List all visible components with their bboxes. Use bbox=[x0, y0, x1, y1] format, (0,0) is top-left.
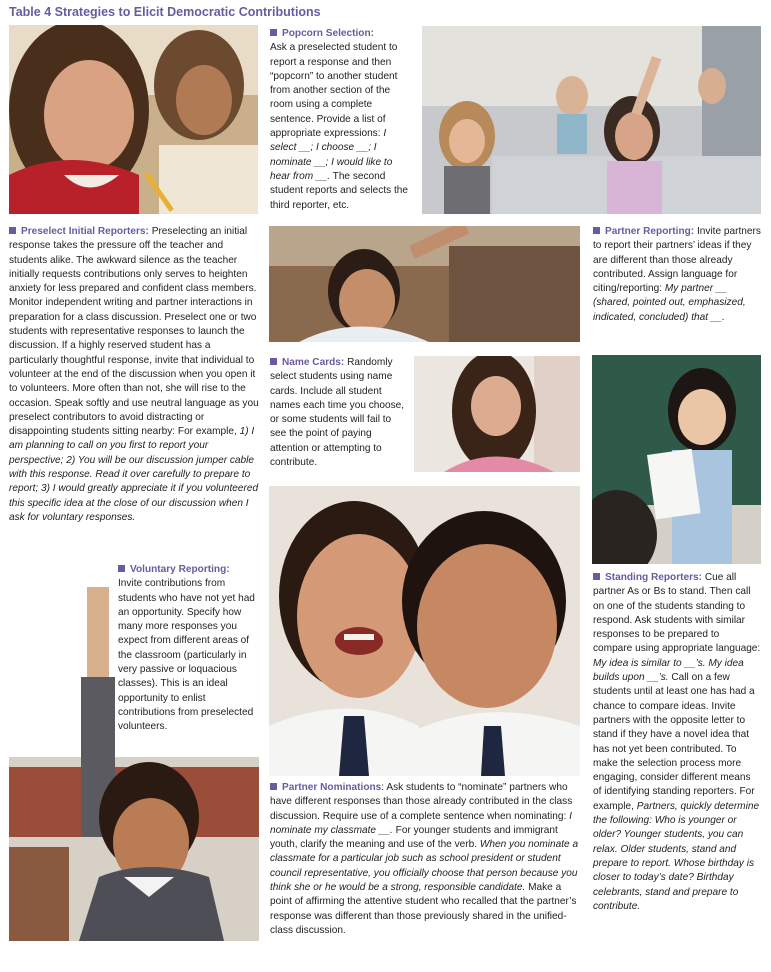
photo-boy-raising-hand bbox=[269, 226, 580, 342]
standing-example-1: My idea is similar to __’s. My idea builds upon __’s. bbox=[593, 657, 744, 684]
section-nominations bbox=[270, 781, 581, 938]
section-name-cards bbox=[270, 356, 406, 470]
nominations-body2: For younger students and immigrant youth, clarify the meaning and use of the verb. bbox=[270, 824, 558, 851]
popcorn-heading: Popcorn Selection: bbox=[282, 28, 374, 39]
partner-reporting-body: Invite partners to report their partners’ ideas if they are different than those already contributed. Assign language for citing/reporting: bbox=[593, 226, 761, 295]
photo-girl-standing bbox=[592, 355, 761, 564]
standing-example-2: Partners, quickly determine the following: Who is younger or older? Younger students, you can relax. Older students, stand and prepare to report. Whose birthday is closer to today’s date? Birthday celebrants, stand and prepare to contribute. bbox=[593, 800, 760, 912]
name-cards-body: Randomly select students using name cards. Include all student names each time you choose, or some students will fail to see the point of paying attention or attempting to contribute. bbox=[270, 357, 405, 469]
section-voluntary bbox=[118, 563, 258, 735]
partner-reporting-heading: Partner Reporting: bbox=[605, 226, 695, 237]
popcorn-tail: The second student reports and selects the third reporter, etc. bbox=[270, 170, 409, 211]
bullet-square-icon bbox=[270, 783, 277, 790]
preselect-body: Preselecting an initial response takes the pressure off the teacher and students alike. The awkward silence as the teacher initially requests contributions only serves to heighten anxiety for less prepared and confident class members. Monitor independent writing and partner interactions in preparation for a class discussion. Preselect one or two students with representative responses to launch the discussion. If a highly reserved student has a particularly thoughtful response, invite that individual to volunteer at the end of the discussion when you open it to volunteers. More often than not, she will rise to the occasion. Speak softly and use neutral language as you preselect contributors to avoid distracting or disappointing students sitting nearby: For example, bbox=[9, 226, 259, 438]
nominations-body1: Ask students to “nominate” partners who have different responses than those already contributed in the class discussion. Require use of a complete sentence when nominating: bbox=[270, 782, 573, 822]
bullet-square-icon bbox=[9, 227, 16, 234]
nominations-body3: Make a point of affirming the attentive student who recalled that the partner’s response was different than those previously shared in the unified-class discussion. bbox=[270, 882, 577, 936]
bullet-square-icon bbox=[593, 573, 600, 580]
photo-raised-hands-class bbox=[422, 26, 761, 214]
standing-heading: Standing Reporters: bbox=[605, 572, 703, 583]
bullet-square-icon bbox=[270, 29, 277, 36]
bullet-square-icon bbox=[593, 227, 600, 234]
section-preselect bbox=[9, 225, 259, 525]
nominations-example-1: I nominate my classmate __. bbox=[270, 810, 572, 836]
voluntary-body: Invite contributions from students who have not yet had an opportunity. Specify how many more responses you expect from different areas of the classroom (particularly in very passive or loquacious classes). This is an ideal opportunity to enlist contributions from preselected volunteers. bbox=[118, 578, 255, 733]
photo-girl-reading bbox=[414, 356, 580, 472]
name-cards-heading: Name Cards: bbox=[282, 357, 345, 368]
nominations-heading: Partner Nominations bbox=[282, 782, 382, 793]
standing-body2: Call on a few students until at least one has had a chance to compare ideas. Invite partners with the opposite letter to stand if they have a novel idea that has not yet been contributed. To make the selection process more engaging, consider different means of identifying standing reporters. For example, bbox=[593, 672, 755, 812]
popcorn-expressions: I select __; I choose __; I nominate __; I would like to hear from __. bbox=[270, 128, 393, 182]
photo-smiling-girl-writing bbox=[9, 25, 258, 214]
popcorn-body: Ask a preselected student to report a response and then “popcorn” to another student from another section of the room using a complete sentence. Provide a list of appropriate expressions: bbox=[270, 42, 398, 140]
nominations-colon: : bbox=[381, 782, 385, 793]
section-partner-reporting bbox=[593, 225, 761, 325]
voluntary-heading: Voluntary Reporting: bbox=[130, 564, 230, 575]
bullet-square-icon bbox=[118, 565, 125, 572]
nominations-example-2: When you nominate a classmate for a particular job such as school president or student council representative, you officially choose that person because you think she or he would be a strong, responsible candidate. bbox=[270, 839, 579, 894]
section-standing bbox=[593, 571, 761, 914]
partner-reporting-example: My partner __ (shared, pointed out, emphasized, indicated, concluded) that __. bbox=[593, 283, 746, 323]
bullet-square-icon bbox=[270, 358, 277, 365]
standing-body1: Cue all partner As or Bs to stand. Then call on one of the students standing to respond. Ask students with similar responses to be prepared to compare using appropriate language: bbox=[593, 572, 761, 655]
section-popcorn bbox=[270, 27, 410, 213]
preselect-heading: Preselect Initial Reporters: bbox=[21, 226, 149, 237]
page-title: Table 4 Strategies to Elicit Democratic Contributions bbox=[9, 5, 321, 19]
photo-two-boys-smiling bbox=[269, 486, 580, 776]
preselect-example: 1) I am planning to call on you first to report your perspective; 2) You will be our discussion jumper cable with this response. Read it over carefully to prepare to report; 3) I would greatly appreciate it if you volunteered this specific idea at the close of our discussion when I ask for voluntary responses. bbox=[9, 426, 259, 523]
